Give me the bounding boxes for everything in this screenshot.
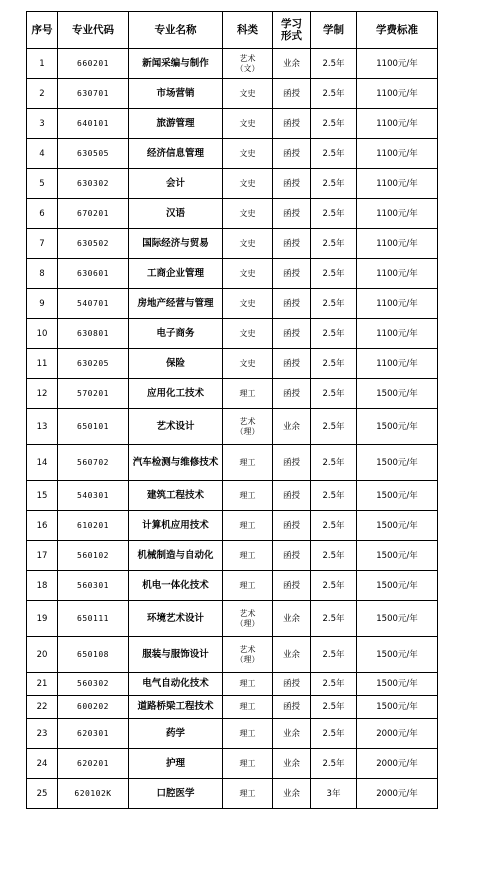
cell-mode: 函授 <box>273 289 311 319</box>
table-row <box>27 229 438 259</box>
cell-category <box>223 637 273 673</box>
cell-duration: 2.5年 <box>311 319 357 349</box>
cell-category <box>223 571 273 601</box>
cell-mode: 业余 <box>273 719 311 749</box>
cell-code: 620201 <box>58 749 129 779</box>
cell-seq: 25 <box>27 779 58 809</box>
cell-category <box>223 719 273 749</box>
category-label: 艺术 <box>239 416 256 426</box>
cell-category <box>223 349 273 379</box>
table-row <box>27 349 438 379</box>
cell-mode: 函授 <box>273 673 311 696</box>
cell-mode: 函授 <box>273 79 311 109</box>
cell-mode: 函授 <box>273 229 311 259</box>
cell-fee: 1500元/年 <box>357 673 438 696</box>
cell-fee: 1100元/年 <box>357 319 438 349</box>
cell-mode: 函授 <box>273 109 311 139</box>
table-row <box>27 259 438 289</box>
cell-seq: 21 <box>27 673 58 696</box>
cell-name: 建筑工程技术 <box>129 481 223 511</box>
cell-category <box>223 79 273 109</box>
category-label: 文史 <box>239 328 256 338</box>
cell-category <box>223 601 273 637</box>
cell-duration: 2.5年 <box>311 169 357 199</box>
cell-fee: 1100元/年 <box>357 109 438 139</box>
cell-code: 610201 <box>58 511 129 541</box>
cell-mode: 函授 <box>273 445 311 481</box>
table-row <box>27 601 438 637</box>
cell-mode: 函授 <box>273 696 311 719</box>
category-label: 理工 <box>239 550 256 560</box>
cell-mode: 函授 <box>273 571 311 601</box>
category-label: 理工 <box>239 580 256 590</box>
cell-seq: 18 <box>27 571 58 601</box>
cell-mode: 业余 <box>273 779 311 809</box>
cell-duration: 2.5年 <box>311 259 357 289</box>
table-row <box>27 481 438 511</box>
cell-duration: 2.5年 <box>311 601 357 637</box>
category-label: 理工 <box>239 758 256 768</box>
table-row <box>27 696 438 719</box>
cell-seq: 2 <box>27 79 58 109</box>
cell-seq: 23 <box>27 719 58 749</box>
category-label: 艺术 <box>239 53 256 63</box>
cell-seq: 5 <box>27 169 58 199</box>
cell-seq: 9 <box>27 289 58 319</box>
cell-duration: 2.5年 <box>311 49 357 79</box>
category-label: 理工 <box>239 702 256 711</box>
category-sub-label: （理） <box>235 618 260 628</box>
cell-fee: 1100元/年 <box>357 139 438 169</box>
cell-category <box>223 511 273 541</box>
cell-mode: 函授 <box>273 169 311 199</box>
cell-category <box>223 49 273 79</box>
cell-category <box>223 409 273 445</box>
header-row <box>27 12 438 49</box>
cell-name: 药学 <box>129 719 223 749</box>
category-label: 理工 <box>239 388 256 398</box>
cell-fee: 1500元/年 <box>357 511 438 541</box>
cell-duration: 2.5年 <box>311 571 357 601</box>
cell-category <box>223 229 273 259</box>
cell-code: 630205 <box>58 349 129 379</box>
category-label: 文史 <box>239 358 256 368</box>
cell-mode: 函授 <box>273 481 311 511</box>
header-code: 专业代码 <box>58 12 129 49</box>
header-mode: 学习形式 <box>273 12 311 49</box>
cell-code: 650108 <box>58 637 129 673</box>
cell-seq: 11 <box>27 349 58 379</box>
header-category: 科类 <box>223 12 273 49</box>
cell-duration: 2.5年 <box>311 445 357 481</box>
cell-code: 540301 <box>58 481 129 511</box>
cell-fee: 1500元/年 <box>357 571 438 601</box>
cell-duration: 2.5年 <box>311 673 357 696</box>
cell-name: 汽车检测与维修技术 <box>129 445 223 481</box>
cell-category <box>223 109 273 139</box>
cell-code: 630302 <box>58 169 129 199</box>
cell-category <box>223 481 273 511</box>
category-label: 理工 <box>239 490 256 500</box>
header-duration: 学制 <box>311 12 357 49</box>
cell-fee: 1100元/年 <box>357 289 438 319</box>
cell-duration: 2.5年 <box>311 229 357 259</box>
cell-fee: 1500元/年 <box>357 379 438 409</box>
cell-name: 工商企业管理 <box>129 259 223 289</box>
cell-seq: 3 <box>27 109 58 139</box>
cell-name: 服装与服饰设计 <box>129 637 223 673</box>
category-label: 文史 <box>239 118 256 128</box>
cell-seq: 6 <box>27 199 58 229</box>
table-row <box>27 719 438 749</box>
cell-name: 市场营销 <box>129 79 223 109</box>
cell-fee: 1500元/年 <box>357 481 438 511</box>
cell-duration: 2.5年 <box>311 409 357 445</box>
table-row <box>27 637 438 673</box>
cell-name: 机械制造与自动化 <box>129 541 223 571</box>
cell-seq: 8 <box>27 259 58 289</box>
cell-fee: 2000元/年 <box>357 779 438 809</box>
cell-duration: 2.5年 <box>311 109 357 139</box>
table-row <box>27 319 438 349</box>
cell-name: 会计 <box>129 169 223 199</box>
table-row <box>27 79 438 109</box>
cell-duration: 2.5年 <box>311 349 357 379</box>
table-row <box>27 779 438 809</box>
cell-fee: 1100元/年 <box>357 199 438 229</box>
table-row <box>27 109 438 139</box>
category-label: 文史 <box>239 148 256 158</box>
header-seq: 序号 <box>27 12 58 49</box>
cell-name: 口腔医学 <box>129 779 223 809</box>
cell-name: 机电一体化技术 <box>129 571 223 601</box>
cell-category <box>223 696 273 719</box>
cell-duration: 2.5年 <box>311 139 357 169</box>
cell-duration: 2.5年 <box>311 541 357 571</box>
cell-fee: 1100元/年 <box>357 229 438 259</box>
category-label: 文史 <box>239 298 256 308</box>
table-row <box>27 49 438 79</box>
cell-code: 630505 <box>58 139 129 169</box>
cell-name: 新闻采编与制作 <box>129 49 223 79</box>
cell-mode: 函授 <box>273 541 311 571</box>
cell-name: 保险 <box>129 349 223 379</box>
table-row <box>27 541 438 571</box>
cell-mode: 业余 <box>273 409 311 445</box>
cell-fee: 1500元/年 <box>357 601 438 637</box>
cell-code: 630701 <box>58 79 129 109</box>
cell-seq: 4 <box>27 139 58 169</box>
cell-code: 560301 <box>58 571 129 601</box>
cell-seq: 1 <box>27 49 58 79</box>
cell-fee: 1100元/年 <box>357 259 438 289</box>
cell-fee: 2000元/年 <box>357 719 438 749</box>
cell-code: 560302 <box>58 673 129 696</box>
cell-category <box>223 289 273 319</box>
cell-code: 560702 <box>58 445 129 481</box>
cell-name: 护理 <box>129 749 223 779</box>
cell-name: 环境艺术设计 <box>129 601 223 637</box>
table-row <box>27 199 438 229</box>
cell-seq: 14 <box>27 445 58 481</box>
cell-mode: 业余 <box>273 749 311 779</box>
cell-fee: 1100元/年 <box>357 49 438 79</box>
table-row <box>27 445 438 481</box>
cell-fee: 1500元/年 <box>357 541 438 571</box>
tuition-table <box>26 11 438 809</box>
cell-duration: 2.5年 <box>311 79 357 109</box>
cell-category <box>223 379 273 409</box>
cell-duration: 2.5年 <box>311 749 357 779</box>
cell-duration: 2.5年 <box>311 481 357 511</box>
table-row <box>27 673 438 696</box>
cell-name: 艺术设计 <box>129 409 223 445</box>
cell-mode: 函授 <box>273 199 311 229</box>
cell-category <box>223 541 273 571</box>
category-label: 文史 <box>239 208 256 218</box>
cell-mode: 函授 <box>273 259 311 289</box>
cell-seq: 15 <box>27 481 58 511</box>
cell-code: 560102 <box>58 541 129 571</box>
cell-mode: 业余 <box>273 601 311 637</box>
cell-code: 620102K <box>58 779 129 809</box>
cell-code: 670201 <box>58 199 129 229</box>
category-sub-label: （文） <box>235 63 260 73</box>
cell-name: 房地产经营与管理 <box>129 289 223 319</box>
cell-name: 旅游管理 <box>129 109 223 139</box>
cell-seq: 16 <box>27 511 58 541</box>
cell-name: 计算机应用技术 <box>129 511 223 541</box>
cell-fee: 1500元/年 <box>357 696 438 719</box>
cell-code: 630601 <box>58 259 129 289</box>
category-label: 文史 <box>239 88 256 98</box>
cell-mode: 函授 <box>273 511 311 541</box>
cell-mode: 函授 <box>273 349 311 379</box>
cell-fee: 1100元/年 <box>357 349 438 379</box>
category-label: 理工 <box>239 457 256 467</box>
table-row <box>27 571 438 601</box>
cell-seq: 20 <box>27 637 58 673</box>
cell-seq: 12 <box>27 379 58 409</box>
cell-duration: 2.5年 <box>311 696 357 719</box>
cell-category <box>223 779 273 809</box>
category-label: 理工 <box>239 728 256 738</box>
table-body <box>27 49 438 809</box>
cell-code: 650111 <box>58 601 129 637</box>
cell-seq: 24 <box>27 749 58 779</box>
cell-code: 660201 <box>58 49 129 79</box>
cell-name: 汉语 <box>129 199 223 229</box>
category-label: 文史 <box>239 238 256 248</box>
cell-category <box>223 445 273 481</box>
category-label: 理工 <box>239 788 256 798</box>
cell-duration: 2.5年 <box>311 637 357 673</box>
cell-seq: 22 <box>27 696 58 719</box>
category-label: 文史 <box>239 268 256 278</box>
cell-category <box>223 169 273 199</box>
header-fee: 学费标准 <box>357 12 438 49</box>
cell-duration: 2.5年 <box>311 379 357 409</box>
cell-mode: 函授 <box>273 319 311 349</box>
cell-category <box>223 673 273 696</box>
table-row <box>27 511 438 541</box>
cell-name: 国际经济与贸易 <box>129 229 223 259</box>
category-label: 理工 <box>239 679 256 688</box>
cell-code: 570201 <box>58 379 129 409</box>
cell-fee: 2000元/年 <box>357 749 438 779</box>
cell-seq: 10 <box>27 319 58 349</box>
table-row <box>27 409 438 445</box>
cell-duration: 2.5年 <box>311 199 357 229</box>
cell-mode: 业余 <box>273 637 311 673</box>
cell-fee: 1500元/年 <box>357 637 438 673</box>
category-label: 理工 <box>239 520 256 530</box>
cell-mode: 业余 <box>273 49 311 79</box>
cell-seq: 13 <box>27 409 58 445</box>
cell-mode: 函授 <box>273 139 311 169</box>
cell-seq: 19 <box>27 601 58 637</box>
cell-code: 540701 <box>58 289 129 319</box>
cell-name: 应用化工技术 <box>129 379 223 409</box>
cell-seq: 7 <box>27 229 58 259</box>
cell-name: 电子商务 <box>129 319 223 349</box>
category-sub-label: （理） <box>235 426 260 436</box>
cell-category <box>223 319 273 349</box>
table-row <box>27 379 438 409</box>
table-row <box>27 289 438 319</box>
cell-duration: 2.5年 <box>311 719 357 749</box>
cell-code: 650101 <box>58 409 129 445</box>
cell-code: 630801 <box>58 319 129 349</box>
cell-name: 道路桥梁工程技术 <box>129 696 223 719</box>
table-row <box>27 139 438 169</box>
cell-category <box>223 259 273 289</box>
category-label: 艺术 <box>239 644 256 654</box>
cell-duration: 2.5年 <box>311 511 357 541</box>
cell-category <box>223 749 273 779</box>
cell-duration: 2.5年 <box>311 289 357 319</box>
cell-duration: 3年 <box>311 779 357 809</box>
cell-code: 600202 <box>58 696 129 719</box>
cell-category <box>223 199 273 229</box>
cell-fee: 1100元/年 <box>357 169 438 199</box>
cell-seq: 17 <box>27 541 58 571</box>
category-label: 艺术 <box>239 608 256 618</box>
cell-fee: 1100元/年 <box>357 79 438 109</box>
cell-category <box>223 139 273 169</box>
cell-fee: 1500元/年 <box>357 409 438 445</box>
cell-mode: 函授 <box>273 379 311 409</box>
category-sub-label: （理） <box>235 654 260 664</box>
cell-code: 630502 <box>58 229 129 259</box>
table-row <box>27 169 438 199</box>
cell-fee: 1500元/年 <box>357 445 438 481</box>
cell-code: 640101 <box>58 109 129 139</box>
category-label: 文史 <box>239 178 256 188</box>
cell-code: 620301 <box>58 719 129 749</box>
table-row <box>27 749 438 779</box>
header-name: 专业名称 <box>129 12 223 49</box>
cell-name: 电气自动化技术 <box>129 673 223 696</box>
cell-name: 经济信息管理 <box>129 139 223 169</box>
